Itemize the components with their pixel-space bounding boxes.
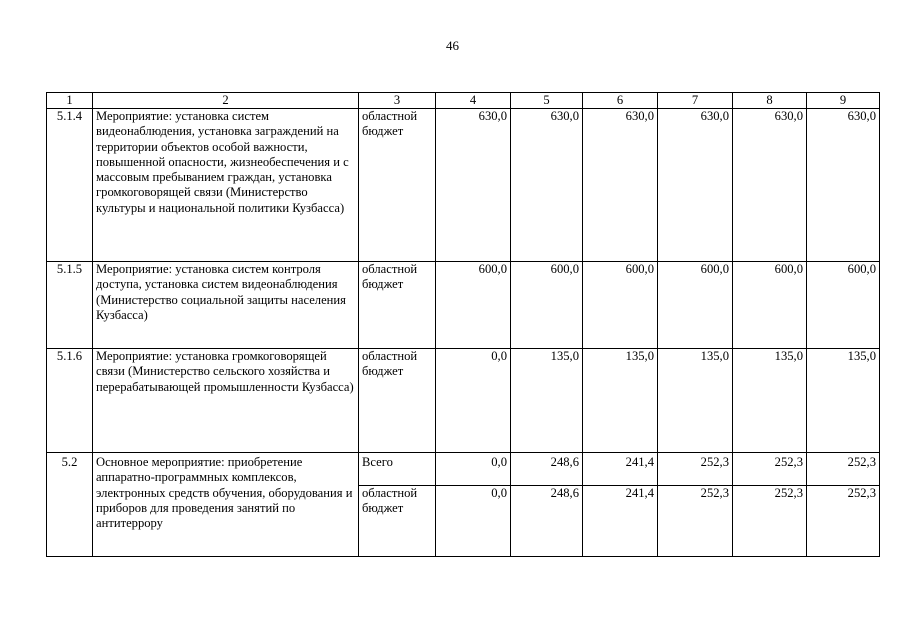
column-header: 3 xyxy=(359,93,436,109)
row-code: 5.1.5 xyxy=(47,262,93,349)
value-cell: 600,0 xyxy=(658,262,733,349)
value-cell: 630,0 xyxy=(436,109,511,262)
value-cell: 630,0 xyxy=(583,109,658,262)
page-number: 46 xyxy=(446,38,459,53)
value-cell: 252,3 xyxy=(658,486,733,557)
row-name: Мероприятие: установка систем видеонаблюдения, установка заграждений на территории объектов особой важности, повышенной опасности, жизнеобеспечения и с массовым пребыванием граждан, установка громкоговорящей связи (Министерство культуры и национальной политики Кузбасса) xyxy=(93,109,359,262)
value-cell: 600,0 xyxy=(583,262,658,349)
column-header: 6 xyxy=(583,93,658,109)
row-code: 5.1.6 xyxy=(47,349,93,453)
column-header: 5 xyxy=(511,93,583,109)
value-cell: 0,0 xyxy=(436,349,511,453)
funding-source: областной бюджет xyxy=(359,486,436,557)
column-header: 1 xyxy=(47,93,93,109)
column-header: 9 xyxy=(807,93,880,109)
value-cell: 630,0 xyxy=(807,109,880,262)
value-cell: 600,0 xyxy=(436,262,511,349)
value-cell: 252,3 xyxy=(807,453,880,486)
row-name: Мероприятие: установка систем контроля доступа, установка систем видеонаблюдения (Министерство социальной защиты населения Кузбасса) xyxy=(93,262,359,349)
funding-source: областной бюджет xyxy=(359,262,436,349)
funding-source: областной бюджет xyxy=(359,109,436,262)
column-header: 7 xyxy=(658,93,733,109)
value-cell: 252,3 xyxy=(733,486,807,557)
value-cell: 630,0 xyxy=(658,109,733,262)
value-cell: 600,0 xyxy=(511,262,583,349)
funding-source: Всего xyxy=(359,453,436,486)
row-name: Мероприятие: установка громкоговорящей связи (Министерство сельского хозяйства и перерабатывающей промышленности Кузбасса) xyxy=(93,349,359,453)
funding-source: областной бюджет xyxy=(359,349,436,453)
value-cell: 248,6 xyxy=(511,453,583,486)
budget-table xyxy=(46,92,880,557)
table-row xyxy=(47,349,880,453)
value-cell: 252,3 xyxy=(807,486,880,557)
row-name: Основное мероприятие: приобретение аппаратно-программных комплексов, электронных средств обучения, оборудования и приборов для проведения занятий по антитеррору xyxy=(93,453,359,557)
value-cell: 252,3 xyxy=(733,453,807,486)
value-cell: 630,0 xyxy=(511,109,583,262)
table-row xyxy=(47,262,880,349)
value-cell: 630,0 xyxy=(733,109,807,262)
value-cell: 600,0 xyxy=(733,262,807,349)
value-cell: 135,0 xyxy=(583,349,658,453)
header-row xyxy=(47,93,880,109)
value-cell: 241,4 xyxy=(583,453,658,486)
value-cell: 248,6 xyxy=(511,486,583,557)
value-cell: 135,0 xyxy=(733,349,807,453)
column-header: 4 xyxy=(436,93,511,109)
value-cell: 0,0 xyxy=(436,486,511,557)
table-row xyxy=(47,109,880,262)
column-header: 2 xyxy=(93,93,359,109)
value-cell: 135,0 xyxy=(658,349,733,453)
value-cell: 600,0 xyxy=(807,262,880,349)
row-code: 5.1.4 xyxy=(47,109,93,262)
value-cell: 241,4 xyxy=(583,486,658,557)
value-cell: 0,0 xyxy=(436,453,511,486)
value-cell: 135,0 xyxy=(807,349,880,453)
column-header: 8 xyxy=(733,93,807,109)
table-row xyxy=(47,453,880,486)
value-cell: 135,0 xyxy=(511,349,583,453)
value-cell: 252,3 xyxy=(658,453,733,486)
row-code: 5.2 xyxy=(47,453,93,557)
